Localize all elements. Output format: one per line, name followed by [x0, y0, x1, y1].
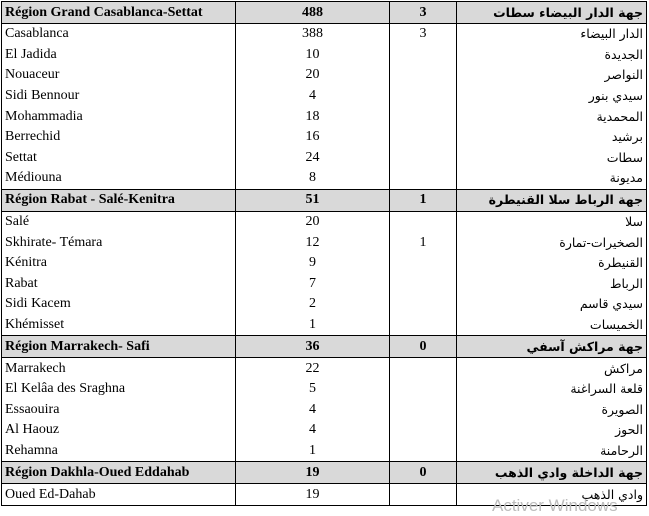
city-col2-value [390, 420, 457, 441]
city-name-ar: الصويرة [457, 400, 647, 421]
city-count: 8 [236, 168, 390, 189]
region-name-ar: جهة الداخلة وادي الذهب [457, 462, 647, 484]
city-name-ar: الرباط [457, 274, 647, 295]
city-col2-value [390, 274, 457, 295]
city-col2-value: 3 [390, 24, 457, 45]
region-total: 51 [236, 189, 390, 211]
table-row [2, 106, 647, 127]
table-row [2, 127, 647, 148]
city-name-ar: مراكش [457, 358, 647, 379]
city-count: 9 [236, 253, 390, 274]
city-name-fr: Sidi Bennour [2, 86, 236, 107]
city-name-ar: قلعة السراغنة [457, 379, 647, 400]
city-name-ar: الصخيرات-تمارة [457, 232, 647, 253]
city-name-ar: سلا [457, 211, 647, 232]
city-name-fr: Nouaceur [2, 65, 236, 86]
table-row [2, 45, 647, 66]
city-name-ar: برشيد [457, 127, 647, 148]
table-row [2, 379, 647, 400]
table-row [2, 253, 647, 274]
city-count: 4 [236, 420, 390, 441]
region-total: 36 [236, 336, 390, 358]
city-name-fr: Mohammadia [2, 106, 236, 127]
city-name-ar: الحوز [457, 420, 647, 441]
region-col2-value: 3 [390, 2, 457, 24]
region-name-fr: Région Rabat - Salé-Kenitra [2, 189, 236, 211]
region-header-row [2, 336, 647, 358]
city-col2-value [390, 484, 457, 506]
city-count: 1 [236, 441, 390, 462]
city-count: 7 [236, 274, 390, 295]
city-name-fr: Rehamna [2, 441, 236, 462]
city-count: 10 [236, 45, 390, 66]
city-name-ar: المحمدية [457, 106, 647, 127]
city-count: 24 [236, 148, 390, 169]
city-col2-value [390, 315, 457, 336]
city-name-ar: الجديدة [457, 45, 647, 66]
city-col2-value [390, 127, 457, 148]
city-name-ar: سيدي بنور [457, 86, 647, 107]
city-col2-value [390, 294, 457, 315]
city-name-ar: الخميسات [457, 315, 647, 336]
table-row [2, 294, 647, 315]
table-row [2, 400, 647, 421]
table-row [2, 274, 647, 295]
city-count: 5 [236, 379, 390, 400]
city-count: 4 [236, 86, 390, 107]
city-col2-value [390, 45, 457, 66]
region-col2-value: 0 [390, 462, 457, 484]
region-total: 488 [236, 2, 390, 24]
city-col2-value [390, 253, 457, 274]
region-name-ar: جهة مراكش آسفي [457, 336, 647, 358]
table-row [2, 148, 647, 169]
table-row [2, 358, 647, 379]
city-name-ar: مديونة [457, 168, 647, 189]
city-name-fr: Khémisset [2, 315, 236, 336]
city-name-fr: Berrechid [2, 127, 236, 148]
city-col2-value [390, 65, 457, 86]
region-col2-value: 0 [390, 336, 457, 358]
city-count: 19 [236, 484, 390, 506]
city-count: 2 [236, 294, 390, 315]
city-name-fr: Marrakech [2, 358, 236, 379]
city-name-fr: Casablanca [2, 24, 236, 45]
table-row [2, 86, 647, 107]
table-row [2, 441, 647, 462]
city-name-ar: سيدي قاسم [457, 294, 647, 315]
city-name-fr: Salé [2, 211, 236, 232]
region-header-row [2, 189, 647, 211]
city-name-fr: Oued Ed-Dahab [2, 484, 236, 506]
city-name-ar: سطات [457, 148, 647, 169]
city-name-ar: الدار البيضاء [457, 24, 647, 45]
city-col2-value [390, 86, 457, 107]
table-row [2, 24, 647, 45]
table-row [2, 65, 647, 86]
city-name-ar: الرحامنة [457, 441, 647, 462]
region-name-ar: جهة الرباط سلا القنيطرة [457, 189, 647, 211]
regions-table [1, 1, 647, 506]
city-count: 18 [236, 106, 390, 127]
city-name-ar: القنيطرة [457, 253, 647, 274]
activation-watermark: Activer Windows [492, 496, 618, 515]
city-count: 16 [236, 127, 390, 148]
region-name-fr: Région Grand Casablanca-Settat [2, 2, 236, 24]
city-name-fr: Kénitra [2, 253, 236, 274]
city-count: 22 [236, 358, 390, 379]
city-name-fr: Médiouna [2, 168, 236, 189]
city-col2-value [390, 358, 457, 379]
city-name-fr: Skhirate- Témara [2, 232, 236, 253]
table-row [2, 232, 647, 253]
city-name-ar: وادي الذهب [457, 484, 647, 506]
city-count: 1 [236, 315, 390, 336]
table-row [2, 420, 647, 441]
city-count: 4 [236, 400, 390, 421]
city-col2-value [390, 106, 457, 127]
table-row [2, 168, 647, 189]
region-header-row [2, 2, 647, 24]
city-col2-value: 1 [390, 232, 457, 253]
region-name-ar: جهة الدار البيضاء سطات [457, 2, 647, 24]
region-name-fr: Région Dakhla-Oued Eddahab [2, 462, 236, 484]
city-count: 12 [236, 232, 390, 253]
city-name-fr: Al Haouz [2, 420, 236, 441]
city-col2-value [390, 441, 457, 462]
city-count: 20 [236, 211, 390, 232]
region-name-fr: Région Marrakech- Safi [2, 336, 236, 358]
table-row [2, 211, 647, 232]
regions-table-body [2, 2, 647, 506]
city-col2-value [390, 400, 457, 421]
city-col2-value [390, 168, 457, 189]
city-name-fr: Sidi Kacem [2, 294, 236, 315]
region-total: 19 [236, 462, 390, 484]
city-name-fr: El Kelâa des Sraghna [2, 379, 236, 400]
city-name-fr: Essaouira [2, 400, 236, 421]
city-name-fr: El Jadida [2, 45, 236, 66]
table-row [2, 315, 647, 336]
city-count: 388 [236, 24, 390, 45]
city-name-fr: Settat [2, 148, 236, 169]
city-col2-value [390, 211, 457, 232]
city-col2-value [390, 148, 457, 169]
city-col2-value [390, 379, 457, 400]
city-count: 20 [236, 65, 390, 86]
region-col2-value: 1 [390, 189, 457, 211]
city-name-ar: النواصر [457, 65, 647, 86]
region-header-row [2, 462, 647, 484]
city-name-fr: Rabat [2, 274, 236, 295]
